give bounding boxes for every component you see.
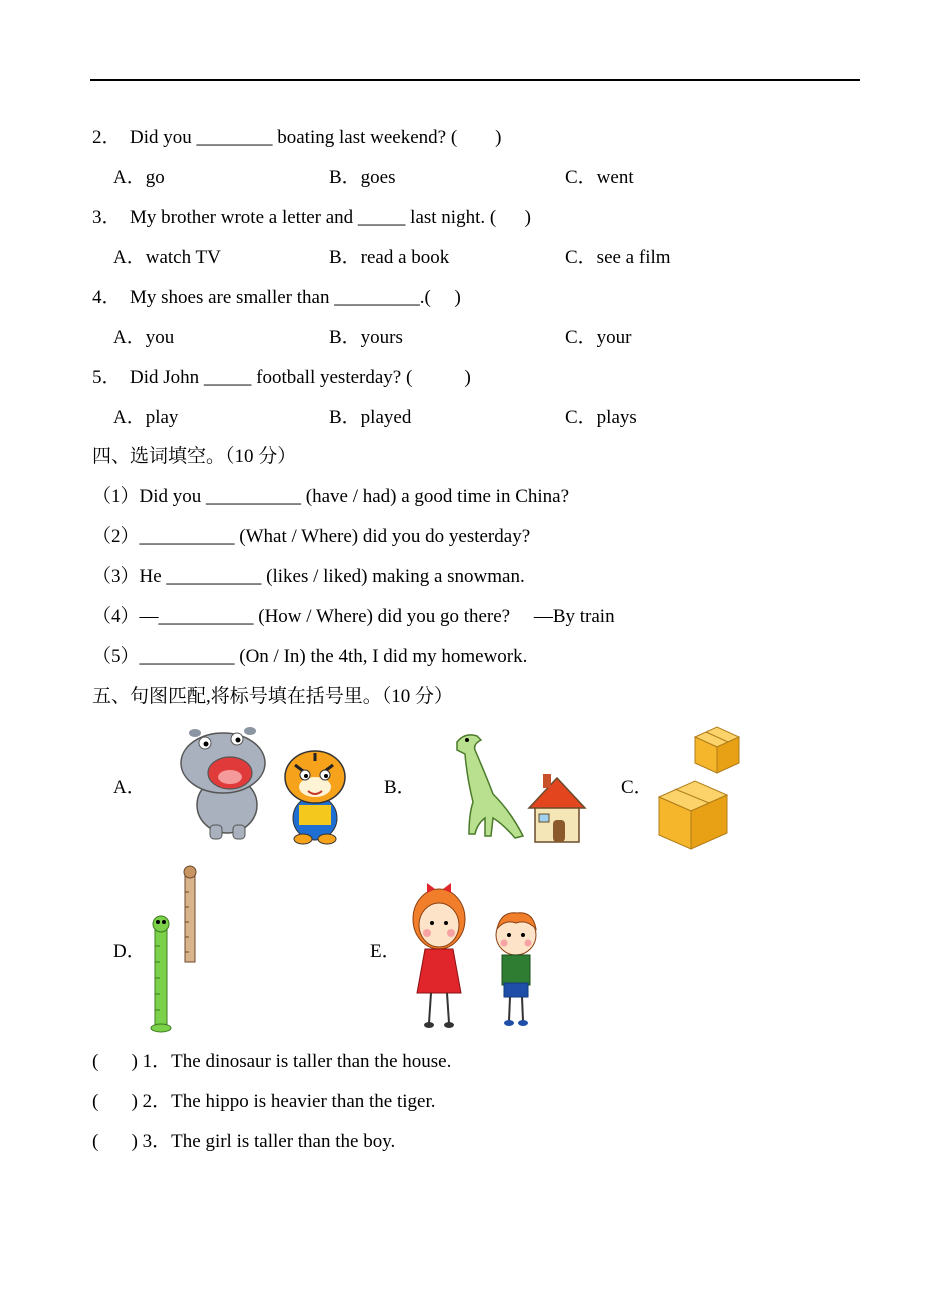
q3-option-a: A．watch TV (113, 247, 221, 268)
picture-label-a: A． (113, 777, 146, 798)
q5-option-b: B．played (329, 407, 412, 428)
section4-item-1: （1）Did you __________ (have / had) a good time in China? (92, 486, 570, 507)
picture-label-b: B． (384, 777, 416, 798)
rulers-picture (145, 862, 210, 1034)
picture-label-d: D． (113, 941, 146, 962)
section4-item-2: （2）__________ (What / Where) did you do yesterday? (92, 526, 531, 547)
match-sentence-2: ( ) 2．The hippo is heavier than the tiger. (92, 1091, 436, 1112)
section4-item-4: （4）—__________ (How / Where) did you go there? —By train (92, 606, 615, 627)
section5-title: 五、句图匹配,将标号填在括号里。（10 分） (92, 686, 454, 707)
q2-option-b: B．goes (329, 167, 396, 188)
q3-option-b: B．read a book (329, 247, 450, 268)
question-3: 3． My brother wrote a letter and _____ last night. ( ) (92, 207, 532, 228)
header-rule (90, 79, 860, 81)
q4-option-a: A．you (113, 327, 175, 348)
hippo-and-tiger-picture (175, 725, 355, 845)
q2-option-a: A．go (113, 167, 165, 188)
q5-option-a: A．play (113, 407, 179, 428)
girl-and-boy-picture (405, 875, 550, 1033)
match-sentence-1: ( ) 1．The dinosaur is taller than the house. (92, 1051, 452, 1072)
section4-item-3: （3）He __________ (likes / liked) making a snowman. (92, 566, 525, 587)
dinosaur-and-house-picture (445, 728, 590, 846)
q4-option-b: B．yours (329, 327, 403, 348)
picture-label-c: C． (621, 777, 653, 798)
match-sentence-3: ( ) 3．The girl is taller than the boy. (92, 1131, 396, 1152)
section4-item-5: （5）__________ (On / In) the 4th, I did my homework. (92, 646, 528, 667)
q5-option-c: C．plays (565, 407, 637, 428)
question-4: 4． My shoes are smaller than _________.( ) (92, 287, 461, 308)
question-2: 2． Did you ________ boating last weekend? ( ) (92, 127, 502, 148)
boxes-picture (655, 725, 745, 853)
picture-label-e: E． (370, 941, 401, 962)
q2-option-c: C．went (565, 167, 634, 188)
q3-option-c: C．see a film (565, 247, 671, 268)
question-5: 5． Did John _____ football yesterday? ( ) (92, 367, 471, 388)
section4-title: 四、选词填空。（10 分） (92, 446, 297, 467)
q4-option-c: C．your (565, 327, 632, 348)
